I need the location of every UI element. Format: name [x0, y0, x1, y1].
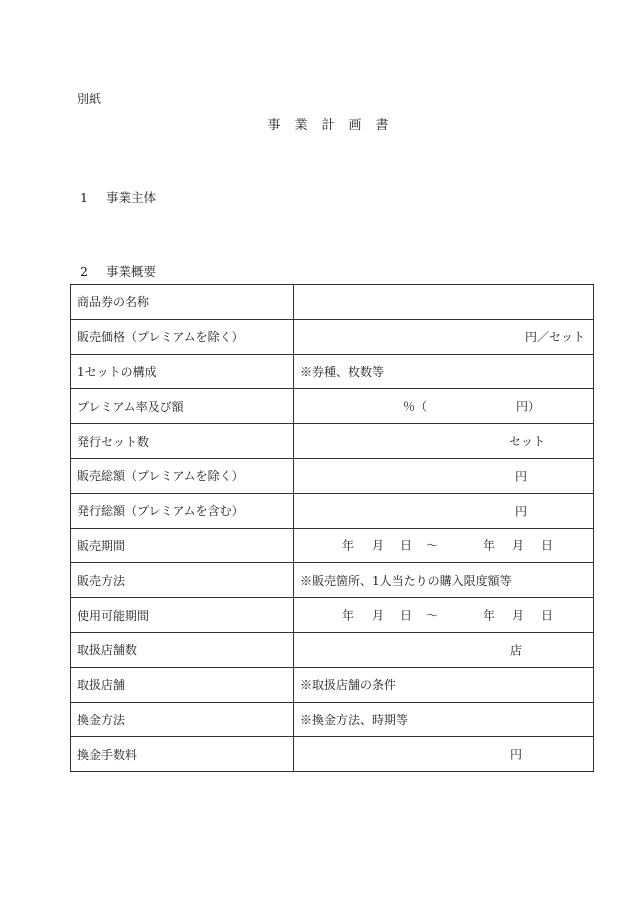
year-label: 年: [483, 538, 496, 553]
row-value[interactable]: [294, 667, 594, 702]
section-number: 2: [80, 264, 88, 279]
row-label: 換金手数料: [71, 737, 294, 772]
table-row: [71, 389, 594, 424]
table-row: [71, 354, 594, 389]
month-label: 月: [512, 608, 525, 623]
note-text: ※券種、枚数等: [300, 364, 385, 379]
year-label: 年: [342, 608, 355, 623]
row-label: プレミアム率及び額: [71, 389, 294, 424]
row-label: 取扱店舗数: [71, 632, 294, 667]
table-row: [71, 702, 594, 737]
table-row: [71, 598, 594, 633]
row-label: 使用可能期間: [71, 598, 294, 633]
row-label: 1セットの構成: [71, 354, 294, 389]
month-label: 月: [512, 538, 525, 553]
attachment-label: 別紙: [77, 92, 102, 106]
table-row: [71, 737, 594, 772]
row-value[interactable]: [294, 493, 594, 528]
row-label: 取扱店舗: [71, 667, 294, 702]
day-label: 日: [400, 538, 413, 553]
row-value[interactable]: [294, 424, 594, 459]
note-text: ※取扱店舗の条件: [300, 678, 397, 693]
table-row: [71, 632, 594, 667]
section-1-heading: [80, 188, 156, 206]
table-row: [71, 528, 594, 563]
note-text: ※換金方法、時期等: [300, 712, 409, 727]
section-title: 事業概要: [106, 264, 157, 279]
table-row: [71, 493, 594, 528]
percent-text: ％（: [403, 399, 428, 414]
table-row: [71, 424, 594, 459]
row-value[interactable]: [294, 528, 594, 563]
table-row: [71, 319, 594, 354]
row-label: 商品券の名称: [71, 285, 294, 320]
unit-text: セット: [509, 434, 546, 449]
year-label: 年: [342, 538, 355, 553]
unit-text: 円／セット: [524, 330, 585, 345]
row-value[interactable]: [294, 598, 594, 633]
table-row: [71, 458, 594, 493]
row-value[interactable]: [294, 319, 594, 354]
unit-text: 円: [510, 747, 523, 762]
row-label: 発行セット数: [71, 424, 294, 459]
row-label: 販売総額（プレミアムを除く）: [71, 458, 294, 493]
table-row: [71, 285, 594, 320]
yen-text: 円）: [516, 399, 541, 414]
section-title: 事業主体: [106, 190, 157, 205]
month-label: 月: [372, 608, 385, 623]
row-label: 販売方法: [71, 563, 294, 598]
row-value[interactable]: [294, 632, 594, 667]
row-value[interactable]: [294, 389, 594, 424]
unit-text: 円: [515, 504, 528, 519]
business-overview-table: [70, 284, 594, 772]
range-separator: ～: [426, 538, 439, 553]
day-label: 日: [541, 608, 554, 623]
row-value[interactable]: [294, 737, 594, 772]
row-value[interactable]: [294, 354, 594, 389]
section-2-heading: [80, 262, 156, 280]
row-label: 販売価格（プレミアムを除く）: [71, 319, 294, 354]
note-text: ※販売箇所、1人当たりの購入限度額等: [300, 573, 512, 588]
row-label: 発行総額（プレミアムを含む）: [71, 493, 294, 528]
section-number: 1: [80, 190, 88, 205]
document-title: 事業計画書: [267, 118, 403, 133]
table-row: [71, 667, 594, 702]
range-separator: ～: [426, 608, 439, 623]
table-row: [71, 563, 594, 598]
year-label: 年: [483, 608, 496, 623]
unit-text: 店: [510, 643, 523, 658]
unit-text: 円: [515, 469, 528, 484]
row-value[interactable]: [294, 458, 594, 493]
row-value[interactable]: [294, 563, 594, 598]
row-value[interactable]: [294, 702, 594, 737]
month-label: 月: [372, 538, 385, 553]
day-label: 日: [541, 538, 554, 553]
day-label: 日: [400, 608, 413, 623]
row-value[interactable]: [294, 285, 594, 320]
row-label: 換金方法: [71, 702, 294, 737]
row-label: 販売期間: [71, 528, 294, 563]
